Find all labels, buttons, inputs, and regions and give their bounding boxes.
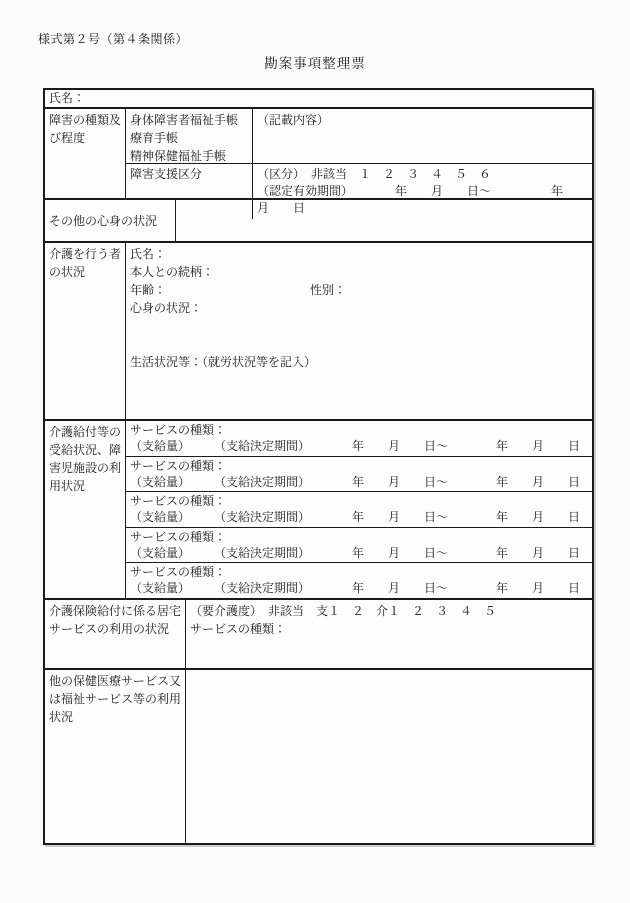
other-condition-label: その他の心身の状況: [45, 200, 176, 241]
handbooks-row: [126, 109, 592, 164]
section-other-services: [45, 668, 592, 843]
benefits-label: 介護給付等の受給状況、障害児施設の利用状況: [45, 421, 126, 598]
benefit-amount-line: （支給量） （支給決定期間） 年 月 日～ 年 月 日: [130, 545, 581, 560]
section-benefits: [45, 419, 592, 598]
disability-subgrid: [126, 109, 592, 215]
main-table: [43, 88, 594, 845]
benefit-entry: [126, 421, 592, 456]
benefit-service-label: サービスの種類：: [130, 423, 227, 437]
other-services-label: 他の保健医療サービス又は福祉サービス等の利用状況: [45, 670, 186, 843]
benefit-entry: [126, 456, 592, 492]
kaigo-hoken-label: 介護保険給付に係る居宅サービスの利用の状況: [45, 600, 186, 668]
disability-label: 障害の種類及び程度: [45, 109, 126, 198]
benefit-entry: [126, 562, 592, 598]
other-condition-value: [176, 200, 592, 241]
handbook-line: 療育手帳: [130, 131, 179, 145]
name-label: 氏名：: [49, 91, 86, 105]
caregiver-sex-label: 性別：: [310, 283, 347, 297]
handbook-line: 身体障害者福祉手帳: [130, 113, 239, 127]
section-caregiver: [45, 241, 592, 419]
other-services-value: [186, 670, 592, 843]
caregiver-living-label: 生活状況等：（就労状況等を記入）: [130, 355, 317, 369]
caregiver-relation-label: 本人との続柄：: [130, 265, 215, 279]
handbooks-list: [126, 109, 253, 163]
description-note: （記載内容）: [257, 113, 330, 127]
benefit-entry: [126, 491, 592, 527]
form-code-text: 様式第２号（第４条関係）: [38, 32, 189, 46]
form-title: 勘案事項整理票: [264, 56, 366, 71]
section-disability: [45, 107, 592, 215]
handbook-line: 精神保健福祉手帳: [130, 149, 227, 163]
benefit-amount-line: （支給量） （支給決定期間） 年 月 日～ 年 月 日: [130, 439, 581, 453]
validity-line: （認定有効期間） 年 月 日～ 年 月 日: [257, 184, 588, 215]
kaigo-service-label: サービスの種類：: [190, 622, 287, 636]
benefit-service-label: サービスの種類：: [130, 565, 227, 580]
benefit-service-label: サービスの種類：: [130, 494, 227, 509]
category-line: （区分） 非該当 １ ２ ３ ４ ５ ６: [257, 167, 492, 181]
caregiver-age-label: 年齢：: [130, 283, 167, 297]
caregiver-name-label: 氏名：: [130, 247, 167, 261]
benefit-service-label: サービスの種類：: [130, 458, 227, 473]
benefit-amount-line: （支給量） （支給決定期間） 年 月 日～ 年 月 日: [130, 510, 581, 525]
benefit-amount-line: （支給量） （支給決定期間） 年 月 日～ 年 月 日: [130, 474, 581, 489]
benefit-service-label: サービスの種類：: [130, 529, 227, 544]
section-other-condition: [45, 198, 592, 241]
care-level-line: （要介護度） 非該当 支１ ２ 介１ ２ ３ ４ ５: [190, 604, 497, 618]
support-category-label: 障害支援区分: [126, 164, 253, 219]
benefit-entries: [126, 421, 592, 598]
caregiver-label: 介護を行う者の状況: [45, 243, 126, 419]
row-name: [45, 90, 592, 107]
caregiver-condition-label: 心身の状況：: [130, 301, 203, 315]
caregiver-fields: [126, 243, 592, 419]
caregiver-age-sex-line: [130, 281, 588, 299]
section-kaigo-hoken: [45, 598, 592, 668]
benefit-entry: [126, 527, 592, 563]
kaigo-hoken-fields: [186, 600, 592, 668]
benefit-amount-line: （支給量） （支給決定期間） 年 月 日～ 年 月 日: [130, 581, 581, 596]
